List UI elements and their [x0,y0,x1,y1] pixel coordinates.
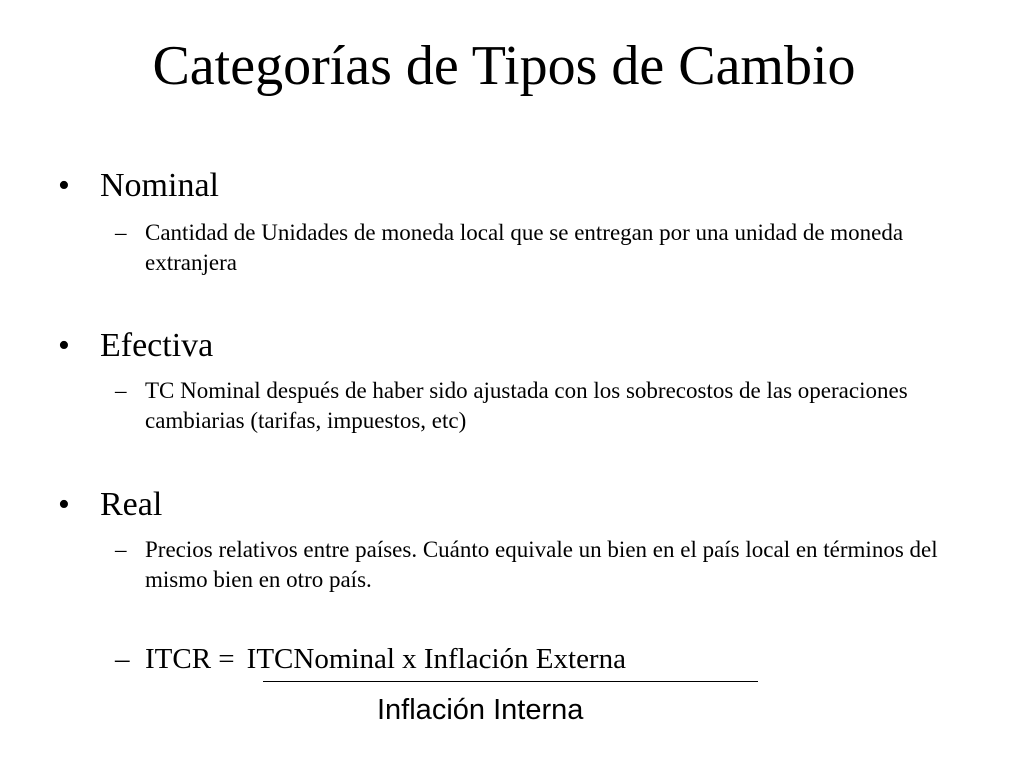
bullet-heading: Efectiva [100,327,214,364]
formula-numerator: ITCNominal x Inflación Externa [246,643,626,675]
bullet-efectiva [58,326,213,366]
formula-lhs: ITCR = [145,643,235,675]
sub-item-text: Cantidad de Unidades de moneda local que se entregan por una unidad de moneda extranjera [145,220,904,275]
slide-title: Categorías de Tipos de Cambio [152,35,856,97]
bullet-heading: Real [100,486,163,523]
dash-icon: – [115,378,127,403]
sub-item-efectiva [115,376,995,436]
bullet-dot-icon: • [58,327,70,364]
bullet-dot-icon: • [58,486,70,523]
sub-item-text: Precios relativos entre países. Cuánto equivale un bien en el país local en términos del mismo bien en otro país. [145,537,938,592]
itcr-formula [115,640,626,678]
dash-icon: – [115,537,127,562]
sub-item-real [115,535,995,595]
dash-icon: – [115,643,130,675]
dash-icon: – [115,220,127,245]
bullet-heading: Nominal [100,167,219,204]
sub-item-text: TC Nominal después de haber sido ajustada con los sobrecostos de las operaciones cambiarias (tarifas, impuestos, etc) [145,378,908,433]
bullet-real [58,485,162,525]
fraction-line [263,681,758,682]
formula-denominator: Inflación Interna [377,694,584,726]
sub-item-nominal [115,218,995,278]
bullet-dot-icon: • [58,167,70,204]
bullet-nominal [58,166,219,206]
